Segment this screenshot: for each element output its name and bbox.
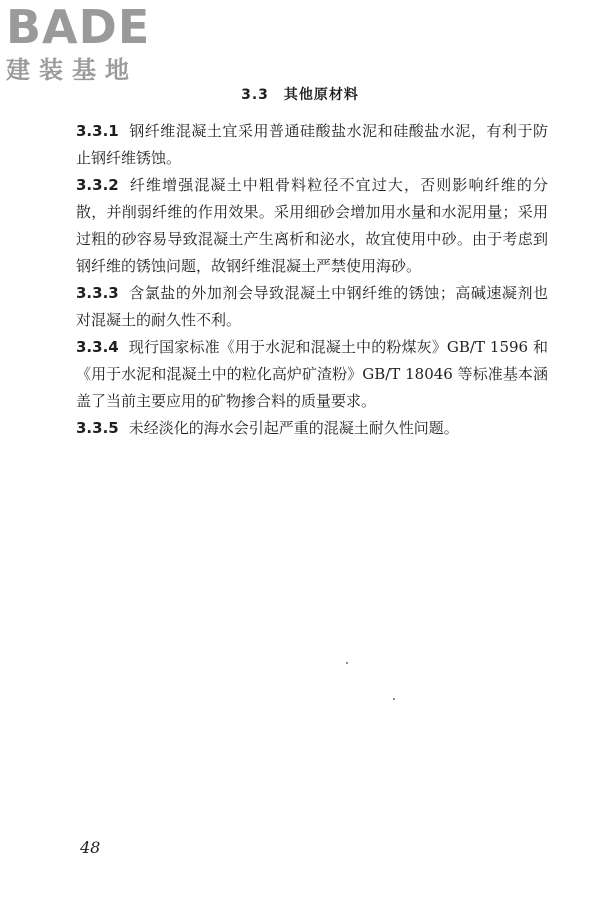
page-number: 48 <box>80 838 101 857</box>
clause-3-3-1 <box>76 118 548 172</box>
logo-subtitle: 建装基地 <box>6 56 138 84</box>
scan-speck <box>393 698 395 700</box>
clause-text: 钢纤维混凝土宜采用普通硅酸盐水泥和硅酸盐水泥，有利于防止钢纤维锈蚀。 <box>76 122 548 167</box>
clause-text: 未经淡化的海水会引起严重的混凝土耐久性问题。 <box>128 419 459 437</box>
section-title: 3.3 其他原材料 <box>241 87 359 103</box>
clause-text: 含氯盐的外加剂会导致混凝土中钢纤维的锈蚀；高碱速凝剂也对混凝土的耐久性不利。 <box>76 284 548 329</box>
clause-number: 3.3.4 <box>76 338 119 356</box>
clause-number: 3.3.2 <box>76 176 119 194</box>
clause-number: 3.3.1 <box>76 122 119 140</box>
clause-list <box>76 118 548 442</box>
clause-3-3-2 <box>76 172 548 280</box>
clause-text: 现行国家标准《用于水泥和混凝土中的粉煤灰》GB/T 1596 和《用于水泥和混凝土中的粒化高炉矿渣粉》GB/T 18046 等标准基本涵盖了当前主要应用的矿物掺合料的质量要求。 <box>76 338 548 410</box>
logo-brand: BADE <box>6 0 151 54</box>
clause-3-3-3 <box>76 280 548 334</box>
scan-speck <box>346 662 348 664</box>
clause-3-3-4 <box>76 334 548 415</box>
watermark-logo <box>6 2 176 86</box>
clause-number: 3.3.5 <box>76 419 119 437</box>
clause-number: 3.3.3 <box>76 284 119 302</box>
clause-text: 纤维增强混凝土中粗骨料粒径不宜过大，否则影响纤维的分散，并削弱纤维的作用效果。采用细砂会增加用水量和水泥用量；采用过粗的砂容易导致混凝土产生离析和泌水，故宜使用中砂。由于考虑到钢纤维的锈蚀问题，故钢纤维混凝土严禁使用海砂。 <box>76 176 548 275</box>
clause-3-3-5 <box>76 415 548 442</box>
